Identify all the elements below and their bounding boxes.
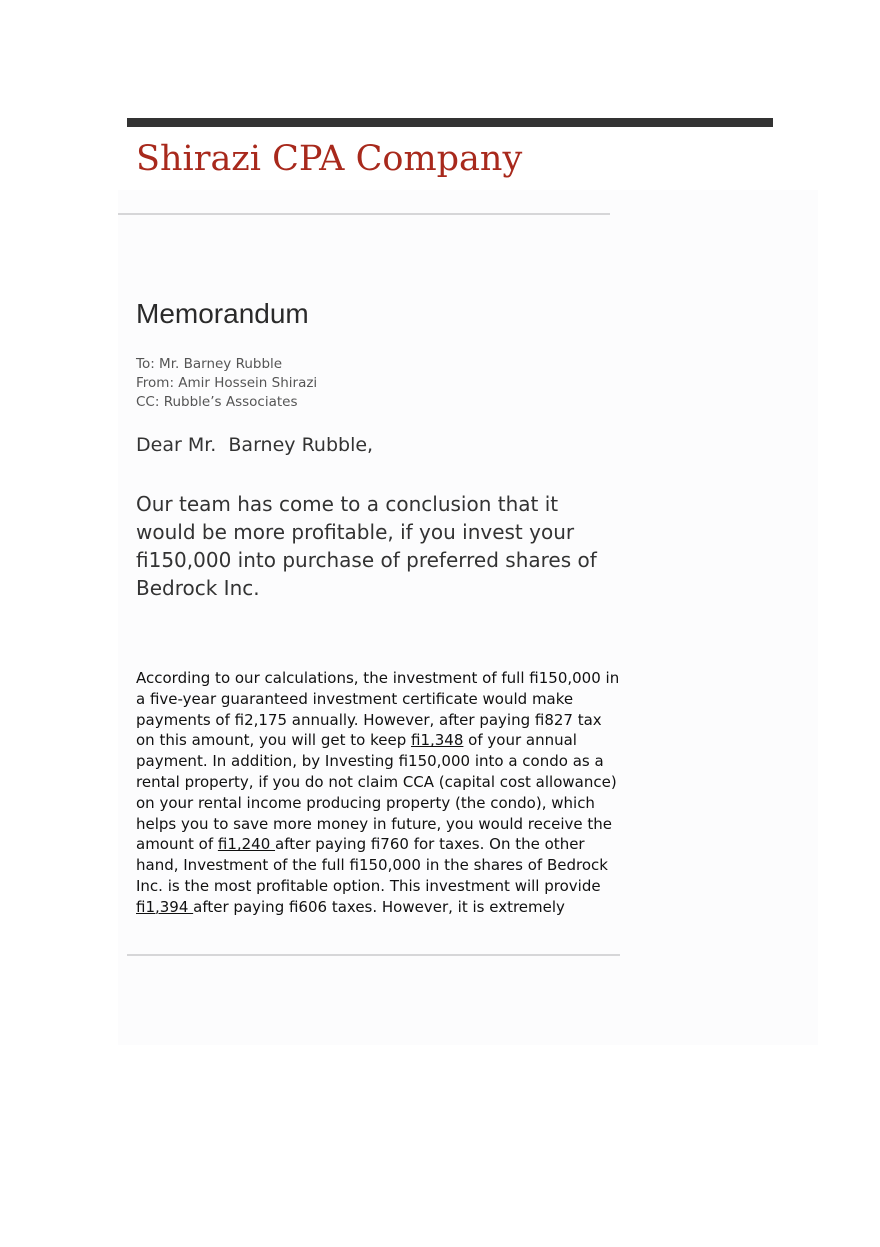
from-line: From: Amir Hossein Shirazi xyxy=(136,375,318,391)
body-text: a five-year guaranteed investment certificate would make xyxy=(136,689,574,708)
body-line xyxy=(136,897,619,918)
company-name: Shirazi CPA Company xyxy=(136,139,523,179)
header-bar xyxy=(127,118,773,127)
cc-line: CC: Rubble’s Associates xyxy=(136,394,298,410)
body-text: of your annual xyxy=(463,731,577,750)
body-text: According to our calculations, the investment of full fi150,000 in xyxy=(136,669,620,687)
body-text: on this amount, you will get to keep xyxy=(136,731,411,750)
body-text: rental property, if you do not claim CCA (capital cost allowance) xyxy=(136,772,617,791)
intro-line: would be more profitable, if you invest your xyxy=(136,520,575,544)
to-line: To: Mr. Barney Rubble xyxy=(136,356,283,372)
body-line xyxy=(136,772,619,793)
body-text: on your rental income producing property (the condo), which xyxy=(136,793,595,812)
intro-paragraph xyxy=(136,490,597,602)
body-text: Inc. is the most profitable option. This investment will provide xyxy=(136,876,601,895)
body-line xyxy=(136,793,619,814)
body-line xyxy=(136,855,619,876)
body-text: helps you to save more money in future, you would receive the xyxy=(136,814,612,833)
body-text: hand, Investment of the full fi150,000 in the shares of Bedrock xyxy=(136,856,608,875)
memo-header xyxy=(136,355,317,412)
body-line xyxy=(136,730,619,751)
intro-line: fi150,000 into purchase of preferred shares of xyxy=(136,548,597,572)
body-text: payments of fi2,175 annually. However, after paying fi827 tax xyxy=(136,710,602,729)
underlined-amount: fi1,394 xyxy=(136,897,194,916)
underlined-amount: fi1,348 xyxy=(411,731,464,750)
body-paragraph xyxy=(136,668,619,918)
divider xyxy=(127,954,620,956)
body-line xyxy=(136,834,619,855)
body-line xyxy=(136,876,619,897)
body-text: after paying fi760 for taxes. On the other xyxy=(275,835,585,854)
body-text: amount of xyxy=(136,835,218,854)
body-line xyxy=(136,689,619,710)
body-text: payment. In addition, by Investing fi150,000 into a condo as a xyxy=(136,752,604,771)
salutation: Dear Mr. Barney Rubble, xyxy=(136,434,374,456)
body-line xyxy=(136,668,619,689)
body-line xyxy=(136,751,619,772)
body-line xyxy=(136,814,619,835)
intro-line: Bedrock Inc. xyxy=(136,576,260,600)
body-text: after paying fi606 taxes. However, it is extremely xyxy=(193,897,565,916)
body-line xyxy=(136,710,619,731)
memo-heading: Memorandum xyxy=(136,298,309,329)
underlined-amount: fi1,240 xyxy=(217,835,276,854)
intro-line: Our team has come to a conclusion that it xyxy=(136,492,559,516)
divider xyxy=(118,213,610,215)
